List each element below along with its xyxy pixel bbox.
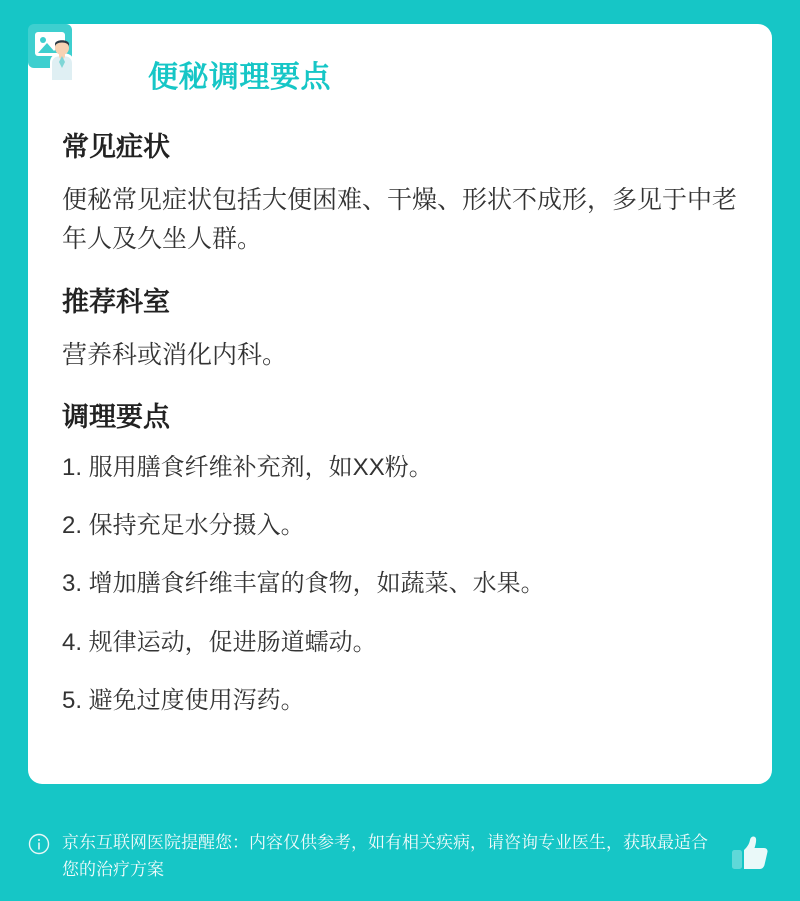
footer-text: 京东互联网医院提醒您：内容仅供参考，如有相关疾病，请咨询专业医生，获取最适合您的治疗方案	[62, 832, 708, 879]
document-image-icon	[26, 22, 86, 82]
list-item: 5. 避免过度使用泻药。	[62, 687, 305, 715]
section-care-points	[62, 400, 738, 717]
page-title: 便秘调理要点	[148, 61, 331, 94]
thumbs-up-icon[interactable]	[728, 831, 772, 875]
list-item: 3. 增加膳食纤维丰富的食物，如蔬菜、水果。	[62, 570, 545, 598]
section-heading: 调理要点	[62, 402, 170, 433]
section-body: 便秘常见症状包括大便困难、干燥、形状不成形，多见于中老年人及久坐人群。	[62, 186, 738, 253]
footer-disclaimer	[28, 829, 772, 883]
section-department	[62, 285, 738, 375]
section-heading: 推荐科室	[62, 286, 170, 317]
content-card	[28, 24, 772, 784]
section-body: 营养科或消化内科。	[62, 340, 288, 369]
care-points-list	[62, 452, 738, 718]
info-circle-icon	[28, 833, 50, 855]
list-item: 2. 保持充足水分摄入。	[62, 511, 305, 539]
list-item: 4. 规律运动，促进肠道蠕动。	[62, 628, 377, 656]
section-symptoms	[62, 130, 738, 259]
list-item: 1. 服用膳食纤维补充剂，如XX粉。	[62, 453, 433, 481]
section-heading: 常见症状	[62, 132, 170, 162]
